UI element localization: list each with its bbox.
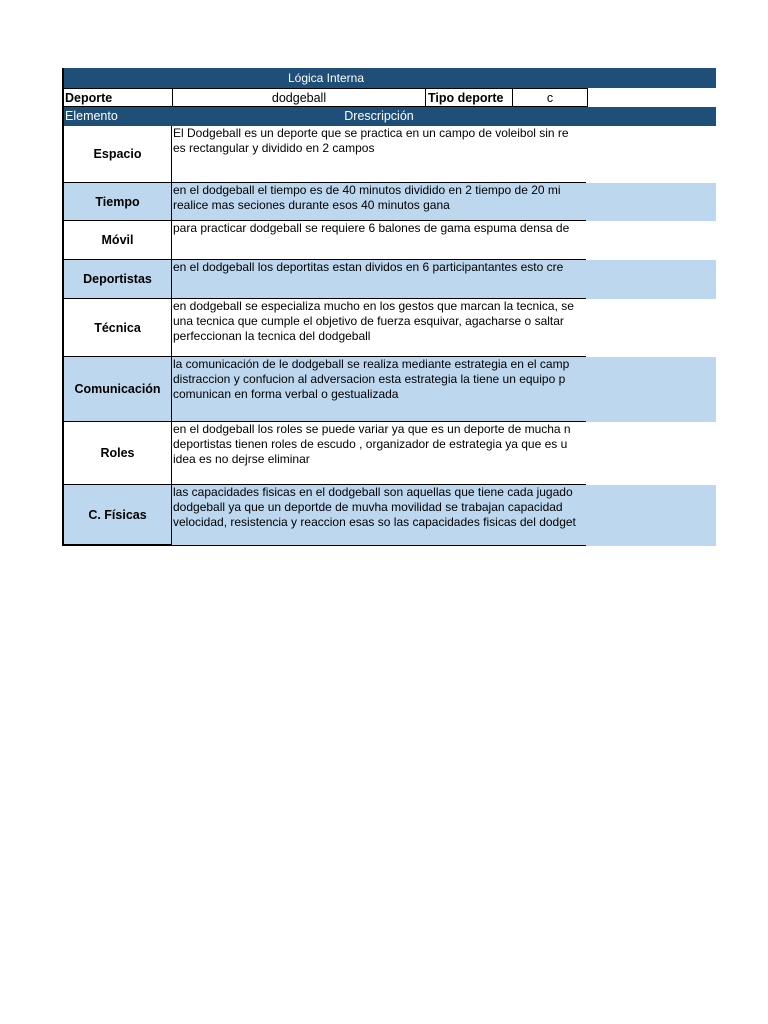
descripcion-cell[interactable]: El Dodgeball es un deporte que se practica en un campo de voleibol sin re es rectangular y dividido en 2 campos: [172, 126, 586, 183]
row-extension: [586, 221, 716, 260]
table-row: [62, 485, 716, 546]
row-extension: [586, 357, 716, 422]
table-row: [62, 299, 716, 357]
table-title[interactable]: Lógica Interna: [287, 71, 365, 85]
table-row: [62, 422, 716, 485]
table-title-row: [62, 68, 716, 88]
table-row: [62, 260, 716, 299]
column-header-row: [62, 107, 716, 126]
elemento-cell[interactable]: Deportistas: [64, 260, 172, 299]
title-row-extension: [588, 68, 716, 88]
descripcion-cell[interactable]: para practicar dodgeball se requiere 6 balones de gama espuma densa de: [172, 221, 586, 260]
row-extension: [586, 126, 716, 183]
descripcion-cell[interactable]: en el dodgeball los roles se puede variar ya que es un deporte de mucha n deportistas tienen roles de escudo , organizador de estrategia ya que es u idea es no dejrse eliminar: [172, 422, 586, 485]
tipo-deporte-value[interactable]: c: [512, 88, 588, 107]
descripcion-cell[interactable]: las capacidades fisicas en el dodgeball son aquellas que tiene cada jugado dodgeball ya que un deportde de muvha movilidad se trabajan capacidad velocidad, resistencia y reaccion esas so las capacidades fisicas del dodget: [172, 485, 586, 546]
elemento-cell[interactable]: C. Físicas: [64, 485, 172, 546]
elemento-cell[interactable]: Roles: [64, 422, 172, 485]
elemento-cell[interactable]: Tiempo: [64, 183, 172, 221]
descripcion-cell[interactable]: en el dodgeball los deportitas estan dividos en 6 participantantes esto cre: [172, 260, 586, 299]
deporte-value[interactable]: dodgeball: [172, 88, 426, 107]
table-row: [62, 357, 716, 422]
table-row: [62, 183, 716, 221]
header-descripcion[interactable]: Drescripción: [344, 109, 414, 123]
row-extension: [586, 422, 716, 485]
header-elemento[interactable]: Elemento: [65, 109, 118, 123]
table-row: [62, 221, 716, 260]
elemento-cell[interactable]: Móvil: [64, 221, 172, 260]
info-row-extension: [588, 88, 716, 107]
table-row: [62, 126, 716, 183]
row-extension: [586, 183, 716, 221]
elemento-cell[interactable]: Espacio: [64, 126, 172, 183]
descripcion-cell[interactable]: en dodgeball se especializa mucho en los gestos que marcan la tecnica, se una tecnica que cumple el objetivo de fuerza esquivar, agacharse o saltar perfeccionan la tecnica del dodgeball: [172, 299, 586, 357]
header-row-extension: [586, 107, 716, 126]
spreadsheet-table: [62, 68, 716, 546]
descripcion-cell[interactable]: la comunicación de le dodgeball se realiza mediante estrategia en el camp distraccion y confucion al adversacion esta estrategia la tiene un equipo p comunican en forma verbal o gestualizada: [172, 357, 586, 422]
elemento-cell[interactable]: Técnica: [64, 299, 172, 357]
info-row: [62, 88, 716, 107]
row-extension: [586, 299, 716, 357]
row-extension: [586, 485, 716, 546]
deporte-label[interactable]: Deporte: [64, 88, 172, 107]
tipo-deporte-label[interactable]: Tipo deporte: [426, 88, 512, 107]
row-extension: [586, 260, 716, 299]
elemento-cell[interactable]: Comunicación: [64, 357, 172, 422]
descripcion-cell[interactable]: en el dodgeball el tiempo es de 40 minutos dividido en 2 tiempo de 20 mi realice mas seciones durante esos 40 minutos gana: [172, 183, 586, 221]
